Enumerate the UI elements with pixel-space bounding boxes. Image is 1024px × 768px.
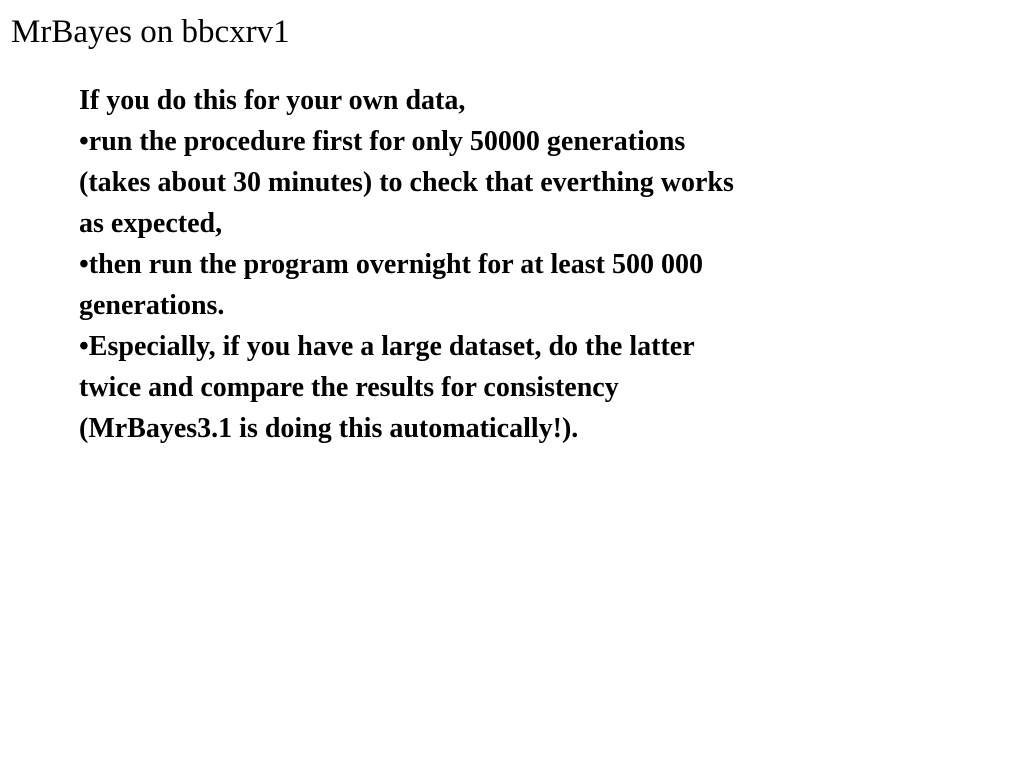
bullet-run-first-line-1: •run the procedure first for only 50000 generations	[79, 126, 686, 157]
bullet-overnight-line-2: generations.	[79, 290, 225, 321]
bullet-run-first-line-2: (takes about 30 minutes) to check that everthing works	[79, 167, 734, 198]
slide-title: MrBayes on bbcxrv1	[11, 14, 290, 50]
bullet-large-dataset-line-3: (MrBayes3.1 is doing this automatically!).	[79, 413, 579, 444]
bullet-overnight-line-1: •then run the program overnight for at least 500 000	[79, 249, 703, 280]
bullet-run-first-line-3: as expected,	[79, 208, 223, 239]
slide-body	[79, 80, 899, 449]
body-line-intro: If you do this for your own data,	[79, 85, 466, 116]
bullet-large-dataset-line-1: •Especially, if you have a large dataset, do the latter	[79, 331, 695, 362]
bullet-large-dataset-line-2: twice and compare the results for consistency	[79, 372, 619, 403]
